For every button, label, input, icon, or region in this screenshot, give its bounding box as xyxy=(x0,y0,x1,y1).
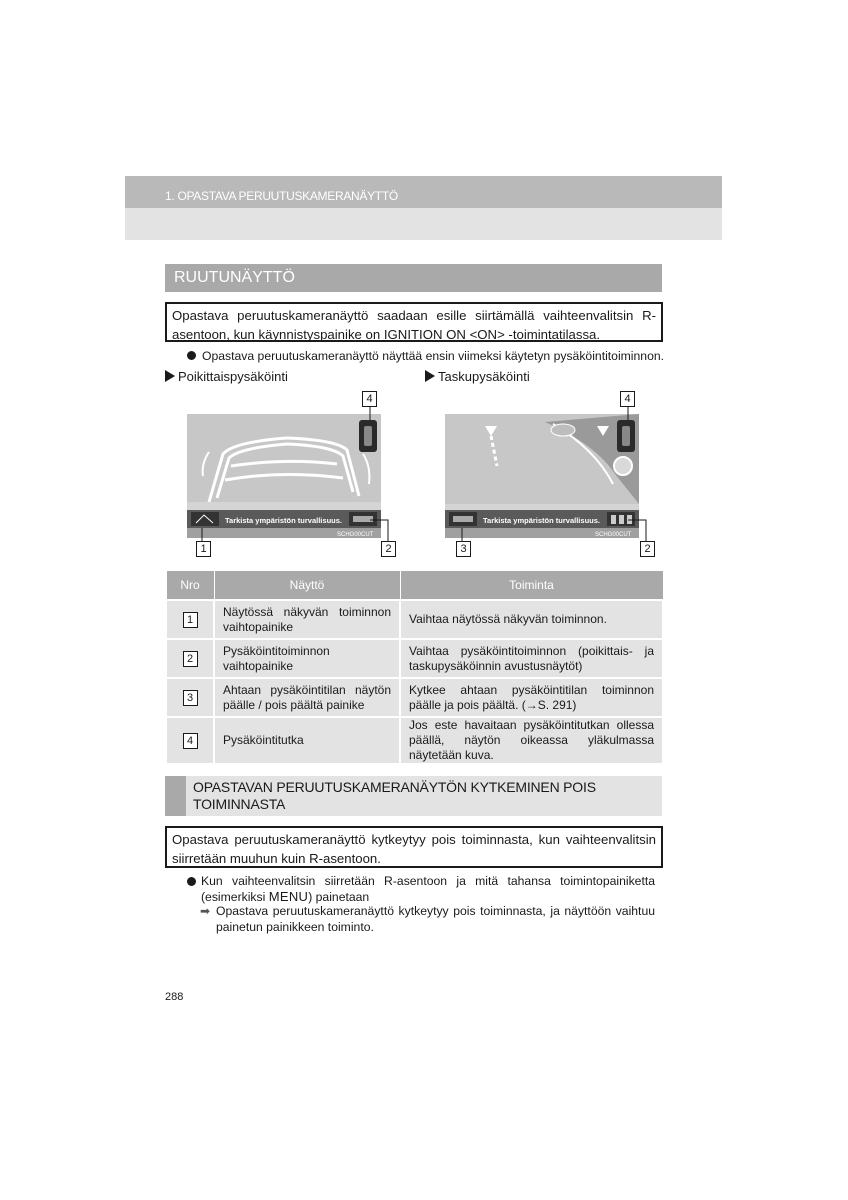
row-display: Pysäköintitoiminnon vaihtopainike xyxy=(214,639,400,678)
callout-2-right: 2 xyxy=(640,541,655,557)
camera-message: Tarkista ympäristön turvallisuus. xyxy=(225,516,342,525)
row-number: 2 xyxy=(183,651,198,667)
image-code: SCHG00CUT xyxy=(337,532,374,538)
callout-2-left: 2 xyxy=(381,541,396,557)
row-action: Vaihtaa pysäköintitoiminnon (poikittais- ja taskupysäköinnin avustusnäytöt) xyxy=(400,639,663,678)
table-header-display: Näyttö xyxy=(214,571,400,601)
image-code: SCHG00CUT xyxy=(595,532,632,538)
mode-label-right: Taskupysäköinti xyxy=(425,369,530,384)
bullet-text: Opastava peruutuskameranäyttö näyttää ensin viimeksi käytetyn pysäköintitoiminnon. xyxy=(202,349,665,363)
row-action: Kytkee ahtaan pysäköintitilan toiminnon päälle ja pois päältä. (→S. 291) xyxy=(400,678,663,717)
row-action: Vaihtaa näytössä näkyvän toiminnon. xyxy=(400,600,663,639)
row-display: Näytössä näkyvän toiminnon vaihtopainike xyxy=(214,600,400,639)
page-number: 288 xyxy=(165,991,184,1003)
camera-message: Tarkista ympäristön turvallisuus. xyxy=(483,516,600,525)
row-number: 3 xyxy=(183,690,198,706)
chapter-title: 1. OPASTAVA PERUUTUSKAMERANÄYTTÖ xyxy=(165,189,398,203)
callout-3: 3 xyxy=(456,541,471,557)
table-row xyxy=(166,639,663,678)
table-row xyxy=(166,678,663,717)
section-2-accent xyxy=(165,776,186,816)
function-table xyxy=(165,570,662,765)
callout-4-right: 4 xyxy=(620,391,635,407)
row-number: 4 xyxy=(183,733,198,749)
table-row xyxy=(166,600,663,639)
row-action: Jos este havaitaan pysäköintitutkan ollessa päällä, näytön oikeassa yläkulmassa näytetään kuva. xyxy=(400,717,663,764)
section-title: RUUTUNÄYTTÖ xyxy=(174,269,295,286)
mode-label-left: Poikittaispysäköinti xyxy=(165,369,288,384)
table-header-action: Toiminta xyxy=(400,571,663,601)
row-number: 1 xyxy=(183,612,198,628)
bullet-icon xyxy=(187,877,196,886)
callout-4-left: 4 xyxy=(362,391,377,407)
table-row xyxy=(166,717,663,764)
menu-key-label: MENU xyxy=(268,889,309,904)
section-2-title-bar xyxy=(165,776,662,816)
row-display: Ahtaan pysäköintitilan näytön päälle / pois päältä painike xyxy=(214,678,400,717)
intro-box: Opastava peruutuskameranäyttö saadaan esille siirtämällä vaihteenvalitsin R-asentoon, kun käynnistyspainike on IGNITION ON <ON> -toimintatilassa. xyxy=(165,302,663,342)
result-line xyxy=(200,903,655,935)
row-display: Pysäköintitutka xyxy=(214,717,400,764)
result-arrow-icon: ➡ xyxy=(200,904,211,918)
table-header-nro: Nro xyxy=(166,571,214,601)
bullet-item-2 xyxy=(187,873,655,905)
bullet-text-2: Kun vaihteenvalitsin siirretään R-asentoon ja mitä tahansa toimintopainiketta (esimerkiksi MENU) painetaan xyxy=(201,874,655,904)
callout-1: 1 xyxy=(196,541,211,557)
intro-box-2: Opastava peruutuskameranäyttö kytkeytyy pois toiminnasta, kun vaihteenvalitsin siirretään muuhun kuin R-asentoon. xyxy=(165,826,663,868)
result-text: Opastava peruutuskameranäyttö kytkeytyy pois toiminnasta, ja näyttöön vaihtuu painetun painikkeen toiminto. xyxy=(216,904,655,934)
section-2-title: OPASTAVAN PERUUTUSKAMERANÄYTÖN KYTKEMINEN POIS TOIMINNASTA xyxy=(193,779,596,812)
